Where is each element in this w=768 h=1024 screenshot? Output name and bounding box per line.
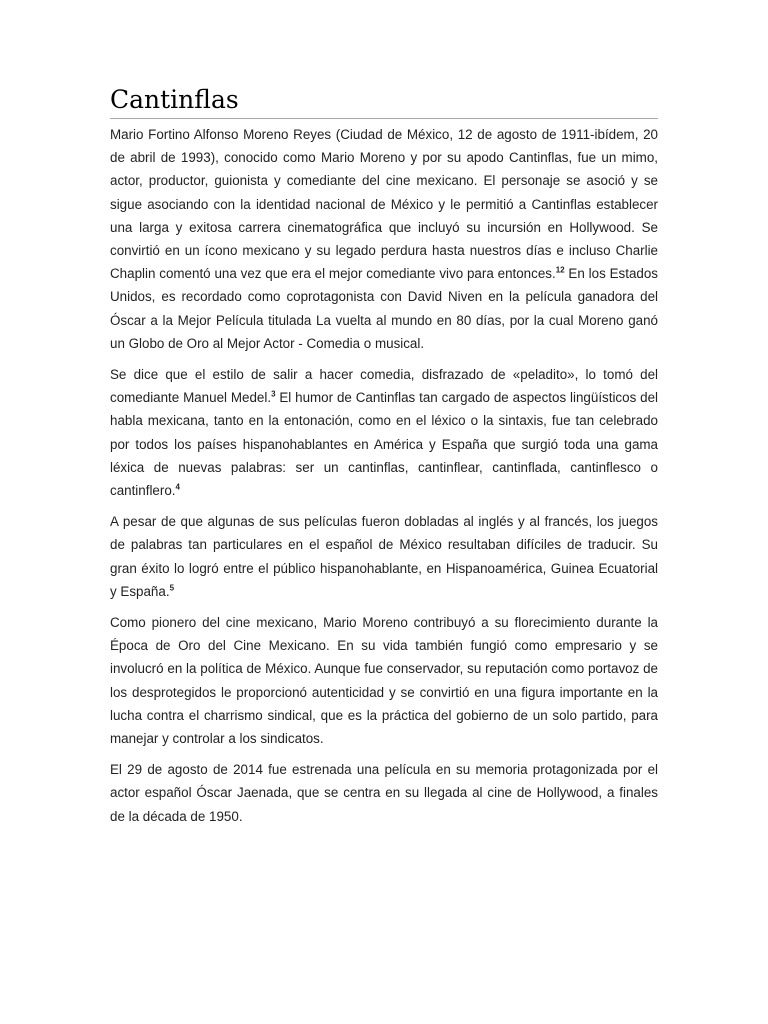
paragraph-pioneer — [110, 611, 658, 750]
paragraph-text: En los Estados Unidos, es recordado como coprotagonista con David Niven en la película ganadora del Óscar a la Mejor Película titulada La vuelta al mundo en 80 días, por la cual Moreno ganó un Globo de Oro al Mejor Actor - Comedia o musical. — [110, 266, 658, 351]
paragraph-text: El humor de Cantinflas tan cargado de aspectos lingüísticos del habla mexicana, tanto en la entonación, como en el léxico o la sintaxis, fue tan celebrado por todos los países hispanohablantes en América y España que surgió toda una gama léxica de nuevas palabras: ser un cantinflas, cantinflear, cantinflada, cantinflesco o cantinflero. — [110, 390, 658, 499]
article-page — [110, 84, 658, 836]
paragraph-dubbing — [110, 510, 658, 603]
paragraph-style — [110, 363, 658, 502]
paragraph-text: El 29 de agosto de 2014 fue estrenada una película en su memoria protagonizada por el actor español Óscar Jaenada, que se centra en su llegada al cine de Hollywood, a finales de la década de 1950. — [110, 762, 658, 824]
footnote-ref[interactable]: 3 — [271, 389, 276, 399]
paragraph-text: Se dice que el estilo de salir a hacer comedia, disfrazado de «peladito», lo tomó del comediante Manuel Medel. — [110, 367, 658, 406]
paragraph-intro — [110, 123, 658, 355]
paragraph-text: Mario Fortino Alfonso Moreno Reyes (Ciudad de México, 12 de agosto de 1911-ibídem, 20 de abril de 1993), conocido como Mario Moreno y por su apodo Cantinflas, fue un mimo, actor, productor, guionista y comediante del cine mexicano. El personaje se asoció y se sigue asociando con la identidad nacional de México y le permitió a Cantinflas establecer una larga y exitosa carrera cinematográfica que incluyó su incursión en Hollywood. Se convirtió en un ícono mexicano y su legado perdura hasta nuestros días e incluso Charlie Chaplin comentó una vez que era el mejor comediante vivo para entonces. — [110, 127, 658, 282]
paragraph-film — [110, 758, 658, 828]
paragraph-text: Como pionero del cine mexicano, Mario Moreno contribuyó a su florecimiento durante la Época de Oro del Cine Mexicano. En su vida también fungió como empresario y se involucró en la política de México. Aunque fue conservador, su reputación como portavoz de los desprotegidos le proporcionó autenticidad y se convirtió en una figura importante en la lucha contra el charrismo sindical, que es la práctica del gobierno de un solo partido, para manejar y controlar a los sindicatos. — [110, 615, 658, 747]
article-title: Cantinflas — [110, 84, 658, 119]
article-body — [110, 123, 658, 828]
footnote-ref[interactable]: 5 — [169, 583, 175, 593]
paragraph-text: A pesar de que algunas de sus películas fueron dobladas al inglés y al francés, los juegos de palabras tan particulares en el español de México resultaban difíciles de traducir. Su gran éxito lo logró entre el público hispanohablante, en Hispanoamérica, Guinea Ecuatorial y España. — [110, 514, 658, 599]
footnote-ref[interactable]: 4 — [175, 482, 180, 492]
footnote-ref[interactable]: 12 — [555, 265, 565, 275]
